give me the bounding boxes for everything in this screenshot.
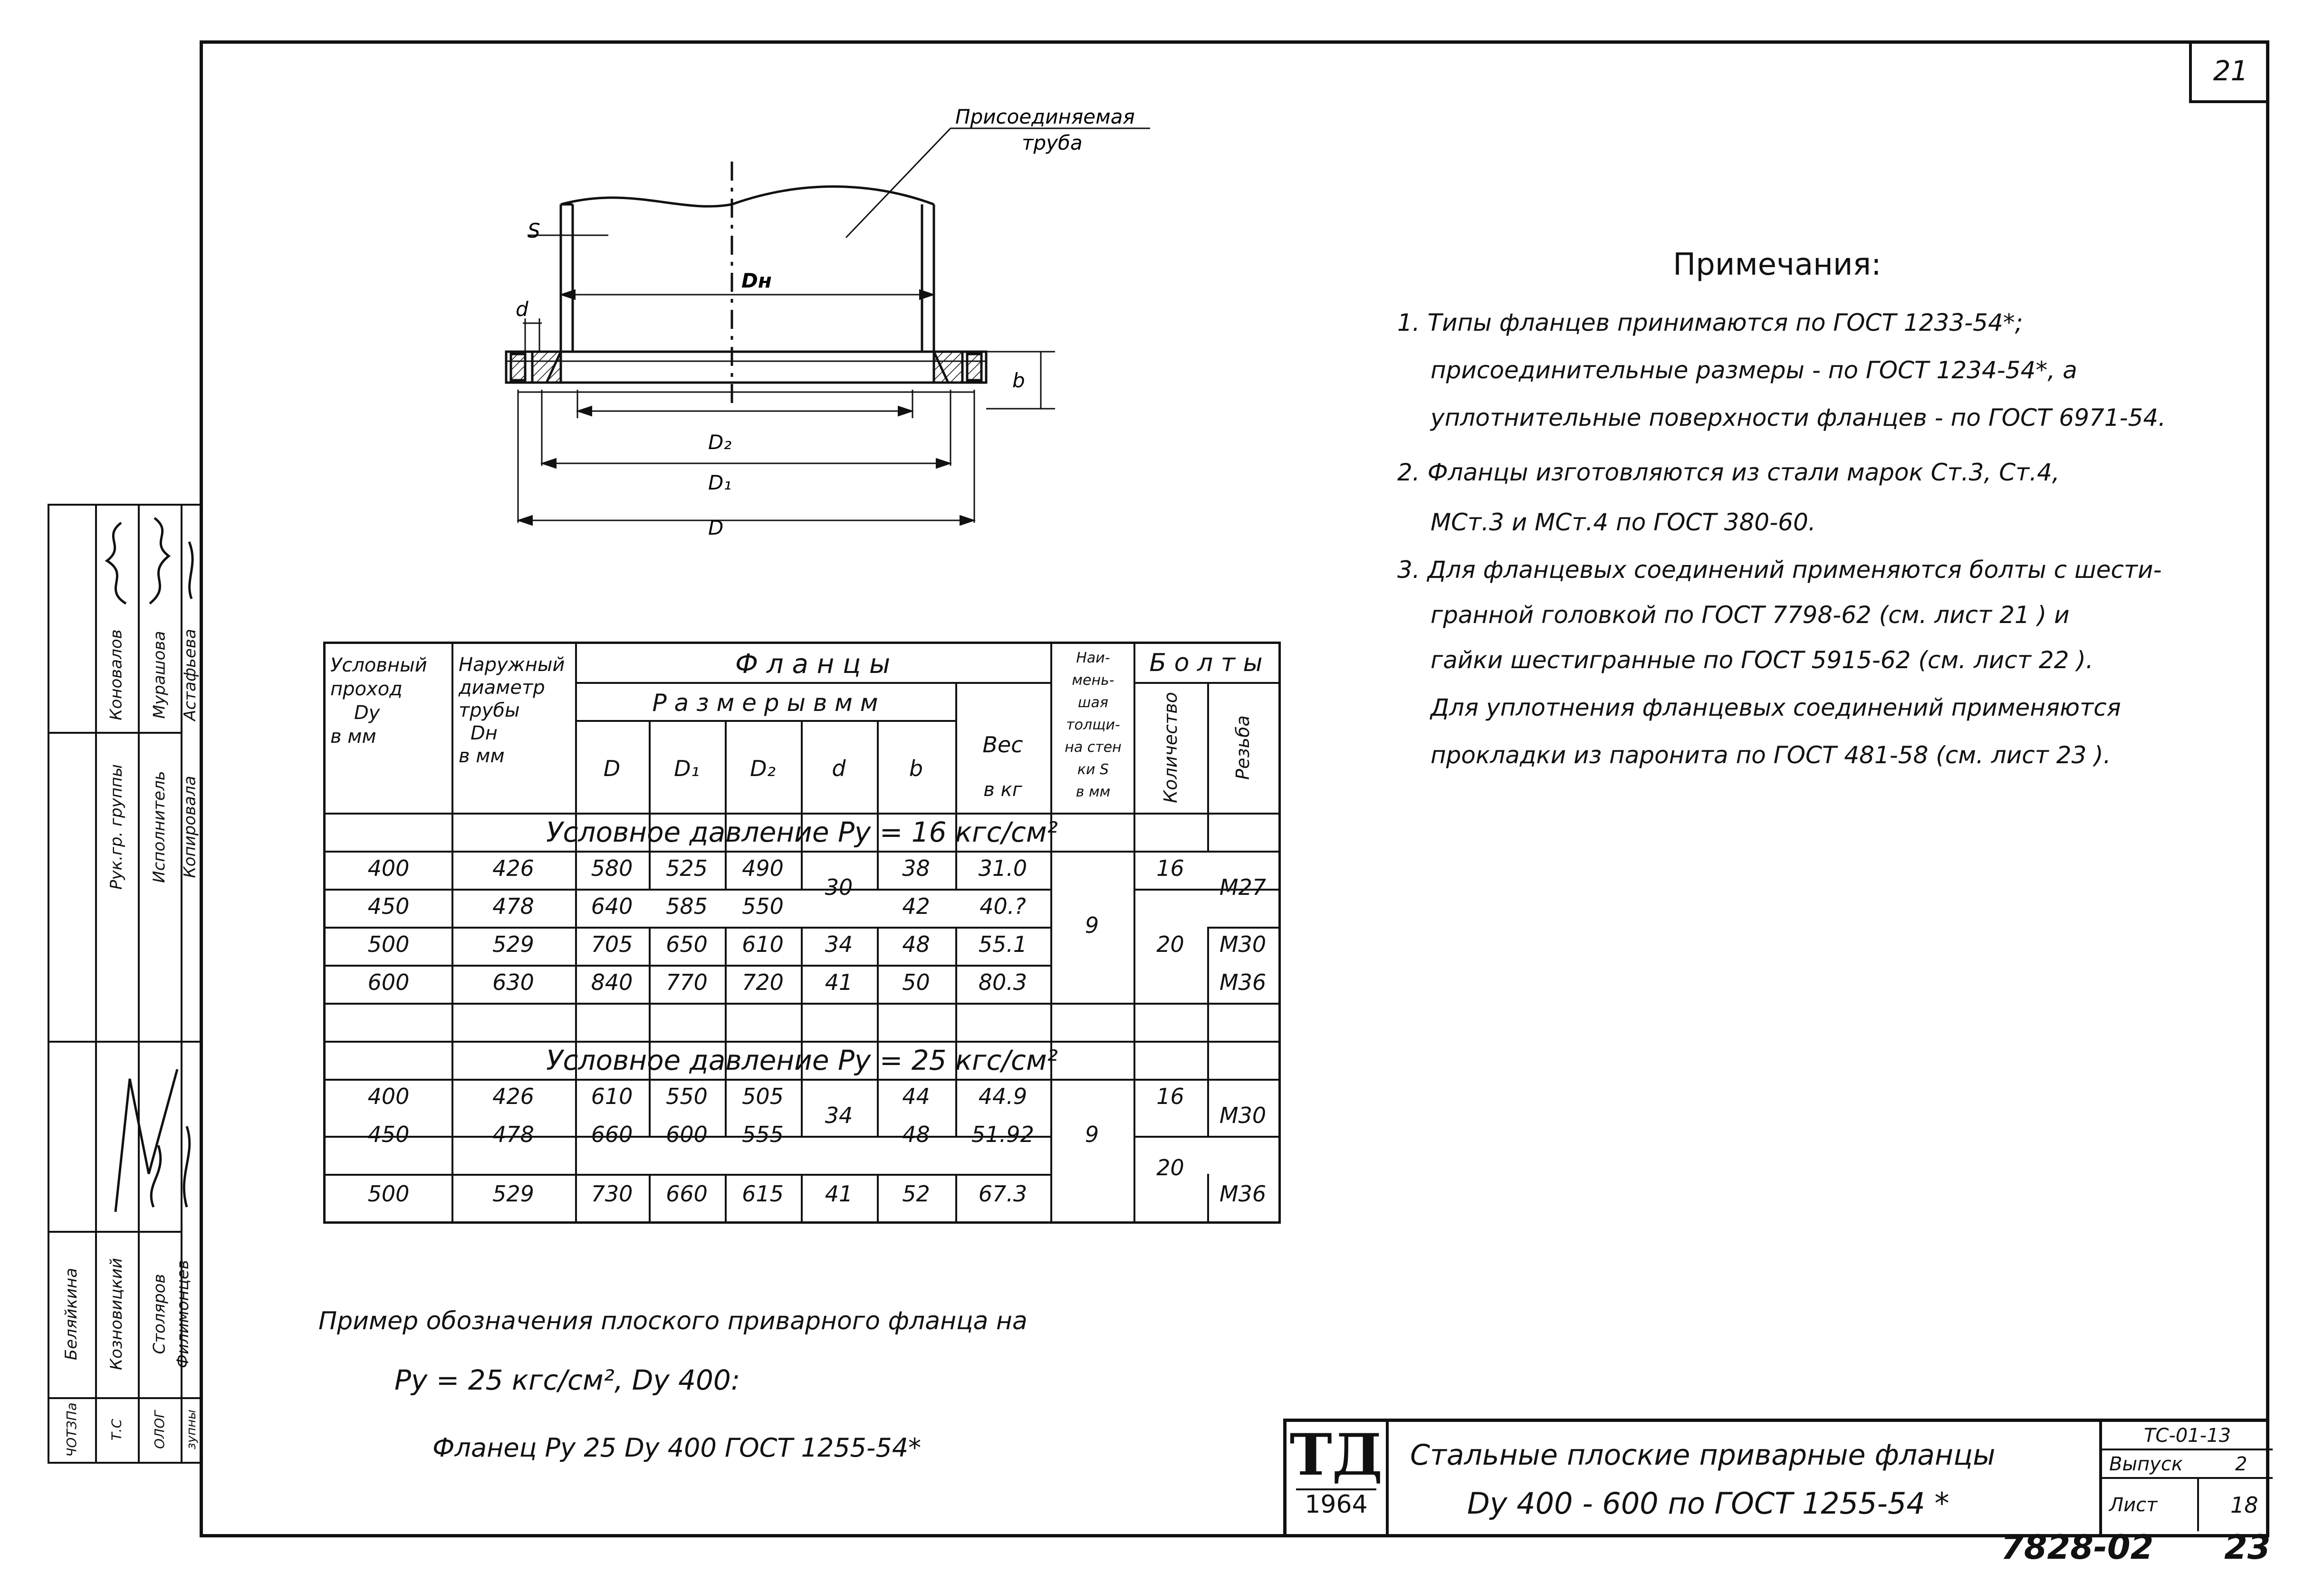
callout-label-1: Присоединяемая [955, 105, 1135, 128]
s1-r2-D2: 550 [742, 893, 784, 919]
stamp-role-copier: Копировала [181, 776, 200, 878]
hdr-kol-cell [1133, 682, 1207, 813]
note-line-7: гранной головкой по ГОСТ 7798-62 (см. лист 21 ) и [1431, 601, 2070, 629]
s1-r3-D2: 610 [742, 931, 784, 957]
signature-3 [182, 513, 201, 608]
stamp-org-4: зупны [184, 1410, 199, 1449]
dim-d1-label: D₁ [708, 471, 732, 494]
stamp-name-astafieva: Астафьева [181, 629, 200, 721]
stamp-name-stolyarov: Столяров [150, 1274, 169, 1354]
stamp-role-group-head: Рук.гр. группы [107, 764, 126, 890]
s2-r1-D2: 505 [742, 1084, 784, 1109]
flange-table [323, 642, 1281, 1224]
example-line-1: Пример обозначения плоского приварного фланца на [318, 1307, 1028, 1335]
s1-r4-b: 50 [902, 969, 930, 995]
hdr-naruzh-1: Наружный [459, 654, 565, 676]
s2-r2-D1: 600 [666, 1122, 708, 1147]
hdr-rezba: Резьба [1232, 715, 1253, 780]
title-line-1: Стальные плоские приварные фланцы [1410, 1439, 1996, 1472]
hdr-naim-2: мень- [1072, 672, 1114, 689]
s2-r1-dn: 426 [492, 1084, 534, 1109]
s1-r2-D: 640 [591, 893, 633, 919]
s1-r1-b: 38 [902, 855, 930, 881]
s2-r2-dn: 478 [492, 1122, 534, 1147]
s1-d-41: 41 [825, 969, 853, 995]
s2-r3-ves: 67.3 [978, 1181, 1028, 1207]
s1-d-30: 30 [825, 874, 853, 900]
s1-r4-dn: 630 [492, 969, 534, 995]
s1-qty-20: 20 [1156, 931, 1184, 957]
s2-r3-D2: 615 [742, 1181, 784, 1207]
example-line-2: Py = 25 кгс/см², Dy 400: [394, 1364, 740, 1396]
list-value: 18 [2230, 1492, 2258, 1518]
doc-code: ТС-01-13 [2102, 1422, 2273, 1450]
s2-r2-b: 48 [902, 1122, 930, 1147]
hdr-rezba-cell [1207, 682, 1278, 813]
s2-r3-D: 730 [591, 1181, 633, 1207]
signature-4 [96, 1050, 201, 1221]
notes-title: Примечания: [1673, 247, 1882, 282]
s1-r2-ves: 40.? [980, 893, 1026, 919]
s2-d-41: 41 [825, 1181, 853, 1207]
s2-r2-ves: 51.92 [971, 1122, 1034, 1147]
dim-d-label: D [708, 516, 724, 539]
hdr-uslovny-2: проход [330, 678, 403, 700]
hdr-ves [955, 722, 1050, 813]
stamp-name-belyaikina: Беляйкина [62, 1267, 81, 1361]
dim-s-label: S [528, 219, 540, 242]
s2-d-34: 34 [825, 1103, 853, 1128]
hdr-ves-2: в кг [983, 779, 1022, 801]
note-line-2: присоединительные размеры - по ГОСТ 1234-54*, а [1431, 356, 2077, 384]
stamp-name-konovalov: Коновалов [107, 629, 126, 720]
hdr-naruzh-5: в мм [459, 745, 505, 767]
s1-r3-ves: 55.1 [978, 931, 1028, 957]
title-block [1283, 1419, 2269, 1537]
hdr-naruzh [459, 653, 565, 768]
s2-r1-D1: 550 [666, 1084, 708, 1109]
stamp-org-1: ЧОТЗПа [63, 1402, 79, 1457]
hdr-uslovny-4: в мм [330, 726, 376, 748]
hdr-D: D [603, 756, 621, 781]
title-line-2: Dy 400 - 600 по ГОСТ 1255-54 * [1467, 1486, 1949, 1521]
hdr-kol: Количество [1160, 691, 1181, 803]
note-line-3: уплотнительные поверхности фланцев - по ГОСТ 6971-54. [1431, 404, 2166, 432]
s2-r3-dy: 500 [367, 1181, 410, 1207]
s1-r1-D: 580 [591, 855, 633, 881]
s1-r2-D1: 585 [666, 893, 708, 919]
s2-wall: 9 [1085, 1122, 1099, 1147]
hdr-naruzh-3: трубы [459, 700, 520, 721]
note-line-6: 3. Для фланцевых соединений применяются болты с шести- [1397, 556, 2162, 584]
s2-r1-b: 44 [902, 1084, 930, 1109]
signature-2 [140, 508, 178, 613]
logo-letters: ТД [1289, 1421, 1383, 1488]
s1-r3-b: 48 [902, 931, 930, 957]
s1-r4-D1: 770 [666, 969, 708, 995]
dim-d-small-label: d [516, 297, 528, 321]
s2-r3-b: 52 [902, 1181, 930, 1207]
vypusk-label: Выпуск [2109, 1453, 2183, 1475]
hdr-naim-4: толщи- [1066, 717, 1120, 733]
vypusk-row [2102, 1450, 2273, 1479]
s1-r3-dy: 500 [367, 931, 410, 957]
dim-dn-label: Dн [741, 269, 772, 292]
s1-r4-dy: 600 [367, 969, 410, 995]
hdr-naruzh-2: диаметр [459, 677, 545, 699]
s1-r1-ves: 31.0 [978, 855, 1028, 881]
hdr-ves-1: Вес [982, 732, 1023, 758]
hdr-D1: D₁ [674, 756, 700, 781]
hdr-flantsy: Ф л а н ц ы [735, 649, 891, 680]
s1-r1-dy: 400 [367, 855, 410, 881]
vypusk-value: 2 [2235, 1453, 2247, 1475]
sheet-corner-number [2189, 44, 2269, 103]
s2-r3-dn: 529 [492, 1181, 534, 1207]
s1-r2-b: 42 [902, 893, 930, 919]
note-line-9: Для уплотнения фланцевых соединений применяются [1431, 694, 2121, 721]
page-number: 23 [2224, 1528, 2271, 1567]
hdr-uslovny-1: Условный [330, 654, 427, 676]
hdr-b: b [909, 756, 923, 781]
hdr-naim-3: шая [1078, 694, 1108, 711]
logo-year: 1964 [1296, 1488, 1376, 1519]
stamp-name-koznovitsky: Козновицкий [107, 1257, 126, 1371]
hdr-naim-6: ки S [1077, 761, 1109, 778]
s1-r4-ves: 80.3 [978, 969, 1028, 995]
s1-wall: 9 [1085, 912, 1099, 938]
hdr-d: d [832, 756, 846, 781]
hdr-naruzh-4: Dн [471, 722, 498, 744]
dim-d2-label: D₂ [708, 431, 732, 454]
s1-r2-dy: 450 [367, 893, 410, 919]
s1-r1-dn: 426 [492, 855, 534, 881]
s1-r2-dn: 478 [492, 893, 534, 919]
s1-r4-D: 840 [591, 969, 633, 995]
note-line-10: прокладки из паронита по ГОСТ 481-58 (см. лист 23 ). [1431, 741, 2111, 769]
s1-qty-16: 16 [1156, 855, 1184, 881]
s1-thread-m36: M36 [1219, 969, 1267, 995]
archive-number: 7828-02 [2001, 1528, 2154, 1567]
s2-r1-ves: 44.9 [978, 1084, 1028, 1109]
s2-r2-dy: 450 [367, 1122, 410, 1147]
stamp-org-2: Т.С [108, 1419, 125, 1440]
sheet-corner-text: 21 [2213, 55, 2248, 87]
note-line-1: 1. Типы фланцев принимаются по ГОСТ 1233-54*; [1397, 309, 2023, 336]
s2-r3-D1: 660 [666, 1181, 708, 1207]
section-py16: Условное давление Py = 16 кгс/см² [546, 816, 1058, 848]
s2-qty-16: 16 [1156, 1084, 1184, 1109]
s1-r1-D1: 525 [666, 855, 708, 881]
hdr-razmery: Р а з м е р ы в м м [652, 689, 878, 717]
s1-r3-D: 705 [591, 931, 633, 957]
dim-b-label: b [1012, 369, 1025, 392]
note-line-8: гайки шестигранные по ГОСТ 5915-62 (см. лист 22 ). [1431, 646, 2094, 674]
s2-r1-dy: 400 [367, 1084, 410, 1109]
signature-1 [97, 508, 135, 613]
section-py25: Условное давление Py = 25 кгс/см² [546, 1044, 1058, 1076]
s2-r2-D: 660 [591, 1122, 633, 1147]
logo-td [1287, 1422, 1389, 1537]
note-line-5: МСт.3 и МСт.4 по ГОСТ 380-60. [1431, 508, 1816, 536]
s1-r3-D1: 650 [666, 931, 708, 957]
hdr-uslovny-3: Dy [354, 702, 380, 724]
s1-thread-m30: M30 [1219, 931, 1267, 957]
flange-section-drawing [466, 95, 1188, 551]
s1-r4-D2: 720 [742, 969, 784, 995]
list-label: Лист [2109, 1494, 2158, 1516]
approval-stamp [48, 504, 202, 1464]
s1-thread-m27: M27 [1219, 874, 1267, 900]
hdr-naim-1: Наи- [1076, 650, 1110, 666]
hdr-D2: D₂ [750, 756, 776, 781]
s2-r2-D2: 555 [742, 1122, 784, 1147]
s1-r3-dn: 529 [492, 931, 534, 957]
callout-label-2: труба [1022, 131, 1083, 154]
hdr-naim [1053, 647, 1133, 803]
stamp-org-3: ОЛОГ [151, 1410, 167, 1449]
hdr-naim-7: в мм [1076, 784, 1111, 800]
stamp-name-filimontsev: Филимонцев [173, 1260, 193, 1368]
s1-d-34: 34 [825, 931, 853, 957]
stamp-name-murashova: Мурашова [150, 631, 169, 719]
stamp-role-executor: Исполнитель [150, 771, 169, 883]
s2-thread-m30: M30 [1219, 1103, 1267, 1128]
note-line-4: 2. Фланцы изготовляются из стали марок Ст.3, Ст.4, [1397, 459, 2060, 486]
hdr-uslovny [330, 653, 427, 748]
title-block-codes [2099, 1422, 2273, 1537]
hdr-bolty: Б о л т ы [1149, 649, 1263, 677]
example-line-3: Фланец Py 25 Dy 400 ГОСТ 1255-54* [432, 1433, 922, 1463]
hdr-naim-5: на стен [1065, 739, 1122, 756]
s1-r1-D2: 490 [742, 855, 784, 881]
s2-qty-20: 20 [1156, 1155, 1184, 1180]
s2-thread-m36: M36 [1219, 1181, 1267, 1207]
s2-r1-D: 610 [591, 1084, 633, 1109]
